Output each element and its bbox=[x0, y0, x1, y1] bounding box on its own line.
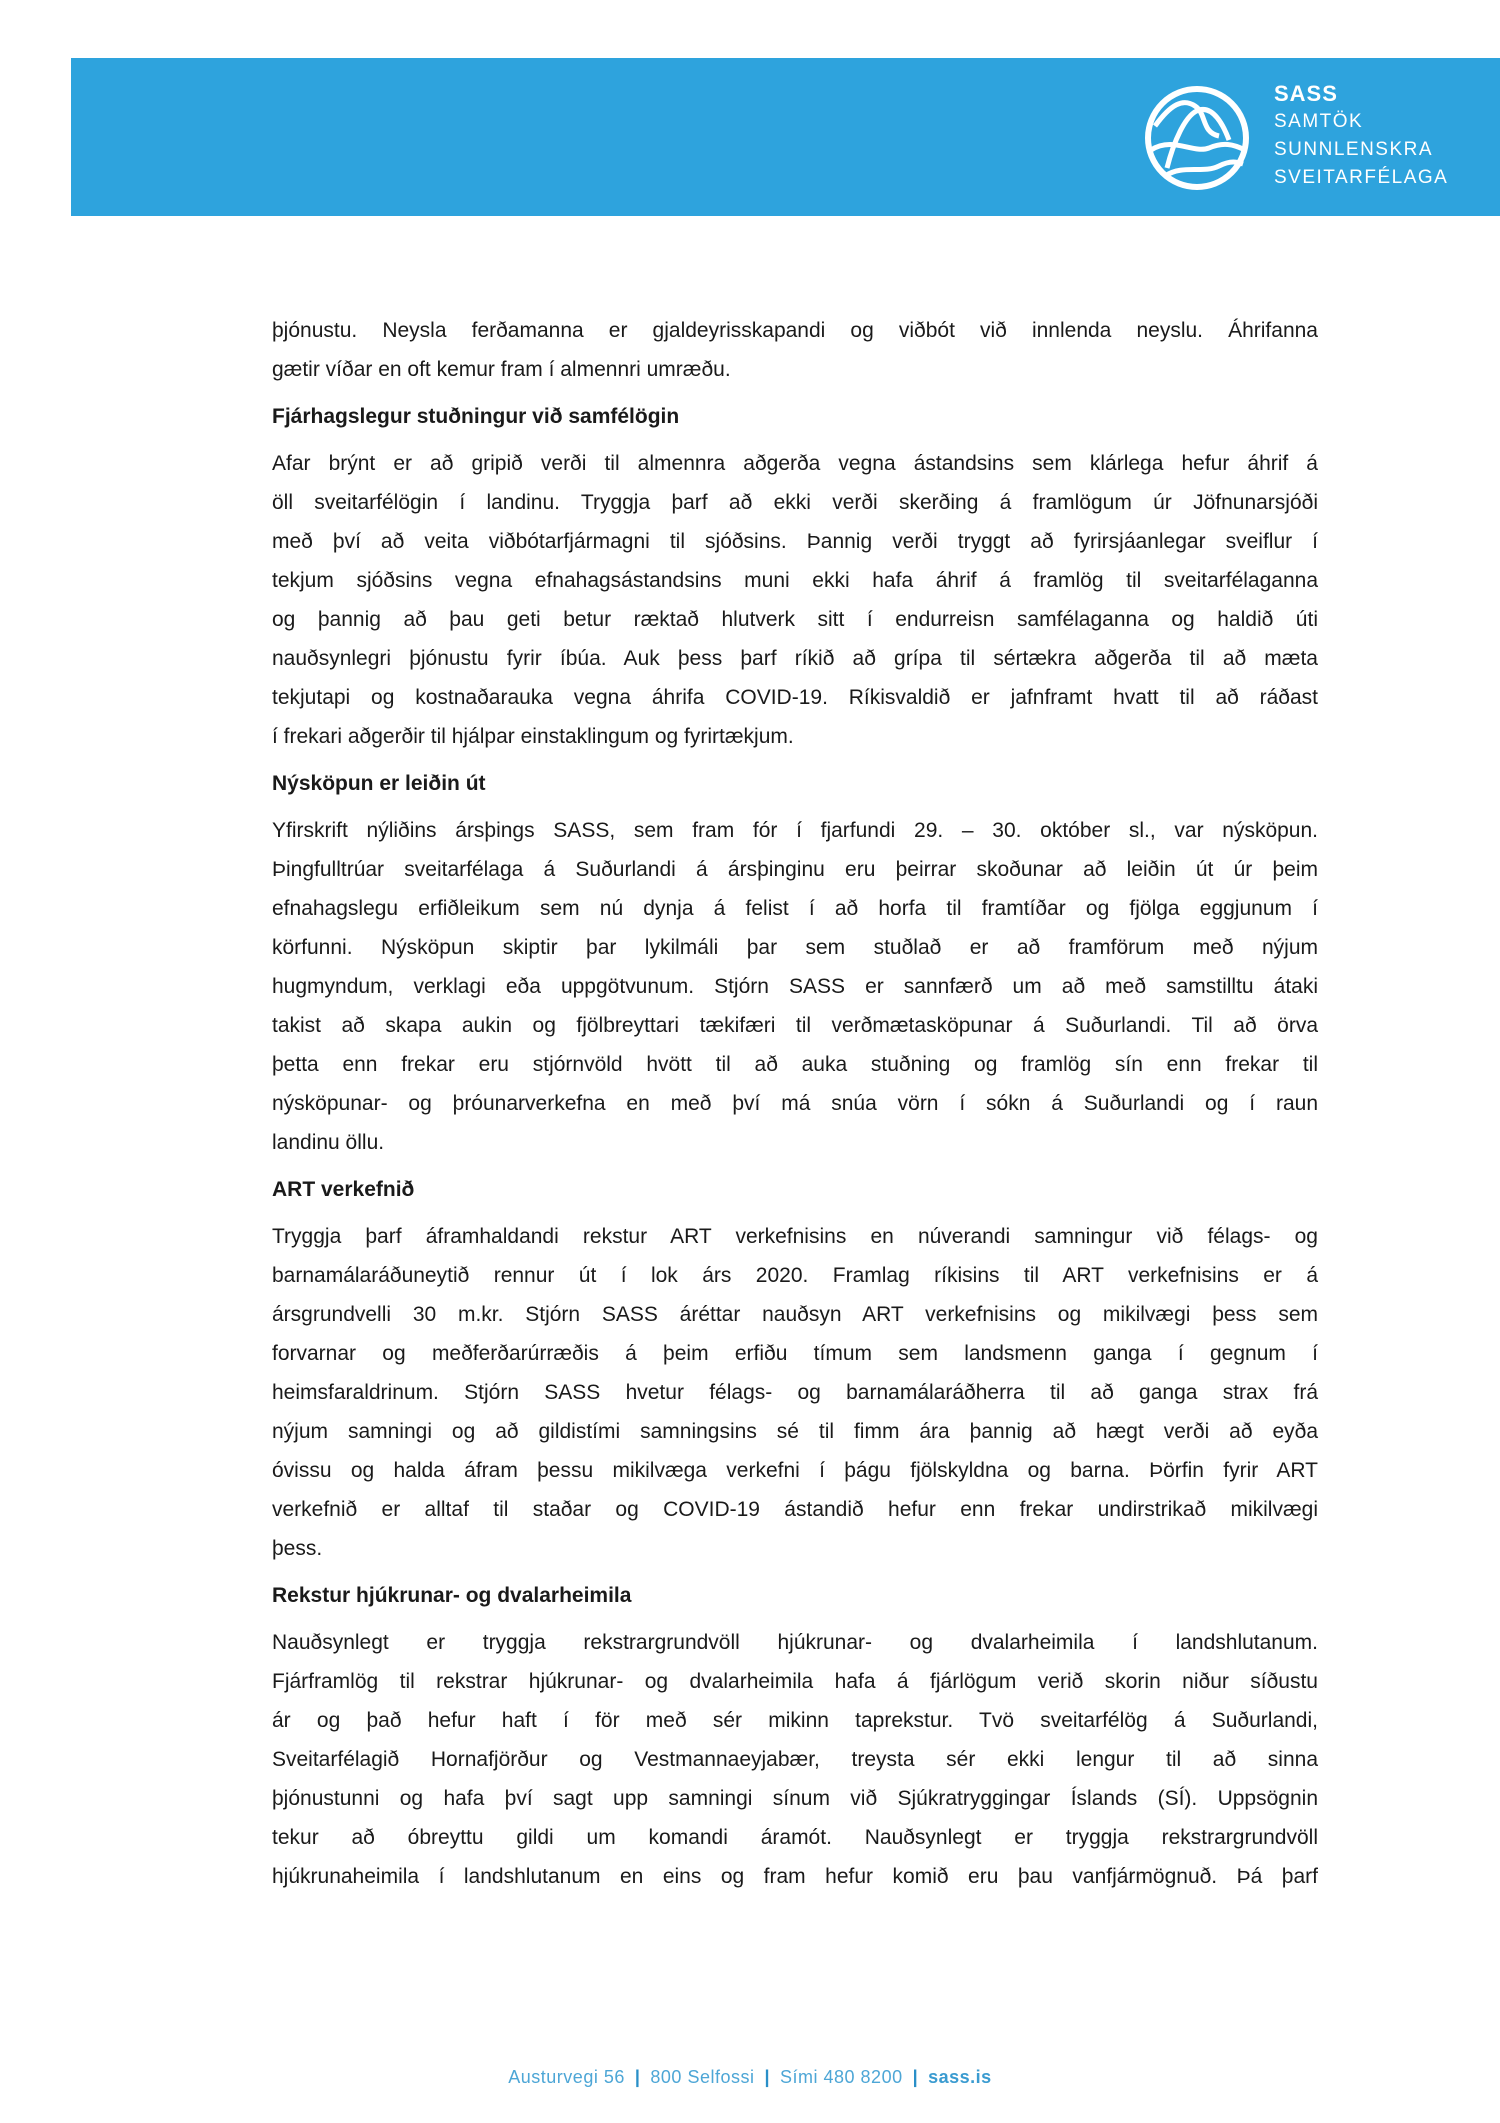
text-line: körfunni. Nýsköpun skiptir þar lykilmáli þar sem stuðlað er að framförum með nýjum bbox=[272, 936, 1318, 959]
paragraph bbox=[272, 1217, 1318, 1568]
text-line: verkefnið er alltaf til staðar og COVID-19 ástandið hefur enn frekar undirstrikað mikilvægi bbox=[272, 1498, 1318, 1521]
text-line: takist að skapa aukin og fjölbreyttari tækifæri til verðmætasköpunar á Suðurlandi. Til að örva bbox=[272, 1014, 1318, 1037]
text-line: Yfirskrift nýliðins ársþings SASS, sem fram fór í fjarfundi 29. – 30. október sl., var nýsköpun. bbox=[272, 819, 1318, 842]
brand-line: SVEITARFÉLAGA bbox=[1274, 167, 1449, 188]
text-line: barnamálaráðuneytið rennur út í lok árs 2020. Framlag ríkisins til ART verkefnisins er á bbox=[272, 1264, 1318, 1287]
paragraph bbox=[272, 1623, 1318, 1896]
document-body bbox=[272, 311, 1318, 1904]
text-line: með því að veita viðbótarfjármagni til sjóðsins. Þannig verði tryggt að fyrirsjáanlegar sveiflur í bbox=[272, 530, 1318, 553]
text-line: þetta enn frekar eru stjórnvöld hvött til að auka stuðning og framlög sín enn frekar til bbox=[272, 1053, 1318, 1076]
text-line: í frekari aðgerðir til hjálpar einstaklingum og fyrirtækjum. bbox=[272, 725, 794, 748]
footer-separator: | bbox=[634, 2067, 641, 2087]
section-heading: Rekstur hjúkrunar- og dvalarheimila bbox=[272, 1584, 632, 1607]
text-line: ár og það hefur haft í för með sér mikinn taprekstur. Tvö sveitarfélög á Suðurlandi, bbox=[272, 1709, 1318, 1732]
section-heading: ART verkefnið bbox=[272, 1178, 415, 1201]
text-line: tekjutapi og kostnaðarauka vegna áhrifa COVID-19. Ríkisvaldið er jafnframt hvatt til að ráðast bbox=[272, 686, 1318, 709]
section-heading: Nýsköpun er leiðin út bbox=[272, 772, 486, 795]
brand-line: SAMTÖK bbox=[1274, 111, 1364, 132]
text-line: nýsköpunar- og þróunarverkefna en með því má snúa vörn í sókn á Suðurlandi og í raun bbox=[272, 1092, 1318, 1115]
text-line: Sveitarfélagið Hornafjörður og Vestmannaeyjabær, treysta sér ekki lengur til að sinna bbox=[272, 1748, 1318, 1771]
text-line: öll sveitarfélögin í landinu. Tryggja þarf að ekki verði skerðing á framlögum úr Jöfnunarsjóði bbox=[272, 491, 1318, 514]
text-line: Afar brýnt er að gripið verði til almennra aðgerða vegna ástandsins sem klárlega hefur áhrif á bbox=[272, 452, 1318, 475]
text-line: ársgrundvelli 30 m.kr. Stjórn SASS áréttar nauðsyn ART verkefnisins og mikilvægi þess sem bbox=[272, 1303, 1318, 1326]
text-line: Nauðsynlegt er tryggja rekstrargrundvöll hjúkrunar- og dvalarheimila í landshlutanum. bbox=[272, 1631, 1318, 1654]
text-line: hugmyndum, verklagi eða uppgötvunum. Stjórn SASS er sannfærð um að með samstilltu átaki bbox=[272, 975, 1318, 998]
footer-separator: | bbox=[912, 2067, 919, 2087]
text-line: heimsfaraldrinum. Stjórn SASS hvetur félags- og barnamálaráðherra til að ganga strax frá bbox=[272, 1381, 1318, 1404]
paragraph bbox=[272, 444, 1318, 756]
text-line: gætir víðar en oft kemur fram í almennri umræðu. bbox=[272, 358, 731, 381]
text-line: landinu öllu. bbox=[272, 1131, 385, 1154]
text-line: tekjum sjóðsins vegna efnahagsástandsins muni ekki hafa áhrif á framlög til sveitarfélaganna bbox=[272, 569, 1318, 592]
brand-text bbox=[1274, 80, 1448, 192]
text-line: Fjárframlög til rekstrar hjúkrunar- og dvalarheimila hafa á fjárlögum verið skorin niður síðustu bbox=[272, 1670, 1318, 1693]
text-line: nauðsynlegri þjónustu fyrir íbúa. Auk þess þarf ríkið að grípa til sértækra aðgerða til að mæta bbox=[272, 647, 1318, 670]
text-line: og þannig að þau geti betur ræktað hlutverk sitt í endurreisn samfélaganna og haldið úti bbox=[272, 608, 1318, 631]
brand-line: SUNNLENSKRA bbox=[1274, 139, 1434, 160]
sass-logo-icon bbox=[1143, 84, 1251, 192]
text-line: tekur að óbreyttu gildi um komandi áramót. Nauðsynlegt er tryggja rekstrargrundvöll bbox=[272, 1826, 1318, 1849]
text-line: nýjum samningi og að gildistími samningsins sé til fimm ára þannig að hægt verði að eyða bbox=[272, 1420, 1318, 1443]
text-line: Tryggja þarf áframhaldandi rekstur ART verkefnisins en núverandi samningur við félags- og bbox=[272, 1225, 1318, 1248]
footer-website-link[interactable]: sass.is bbox=[928, 2067, 992, 2087]
text-line: þess. bbox=[272, 1537, 323, 1560]
text-line: þjónustunni og hafa því sagt upp samningi sínum við Sjúkratryggingar Íslands (SÍ). Uppsögnin bbox=[272, 1787, 1318, 1810]
text-line: forvarnar og meðferðarúrræðis á þeim erfiðu tímum sem landsmenn ganga í gegnum í bbox=[272, 1342, 1318, 1365]
footer-address: Austurvegi 56 bbox=[508, 2067, 625, 2087]
footer-phone: Sími 480 8200 bbox=[780, 2067, 903, 2087]
text-line: þjónustu. Neysla ferðamanna er gjaldeyrisskapandi og viðbót við innlenda neyslu. Áhrifanna bbox=[272, 319, 1318, 342]
text-line: efnahagslegu erfiðleikum sem nú dynja á felist í að horfa til framtíðar og fjölga eggjunum í bbox=[272, 897, 1318, 920]
text-line: óvissu og halda áfram þessu mikilvæga verkefni í þágu fjölskyldna og barna. Þörfin fyrir ART bbox=[272, 1459, 1318, 1482]
paragraph bbox=[272, 811, 1318, 1162]
paragraph bbox=[272, 311, 1318, 389]
footer bbox=[0, 2067, 1500, 2088]
footer-separator: | bbox=[764, 2067, 771, 2087]
brand-short: SASS bbox=[1274, 81, 1338, 106]
section-heading: Fjárhagslegur stuðningur við samfélögin bbox=[272, 405, 680, 428]
text-line: Þingfulltrúar sveitarfélaga á Suðurlandi á ársþinginu eru þeirrar skoðunar að leiðin út úr þeim bbox=[272, 858, 1318, 881]
text-line: hjúkrunaheimila í landshlutanum en eins og fram hefur komið eru þau vanfjármögnuð. Þá þarf bbox=[272, 1865, 1318, 1888]
footer-city: 800 Selfossi bbox=[650, 2067, 755, 2087]
